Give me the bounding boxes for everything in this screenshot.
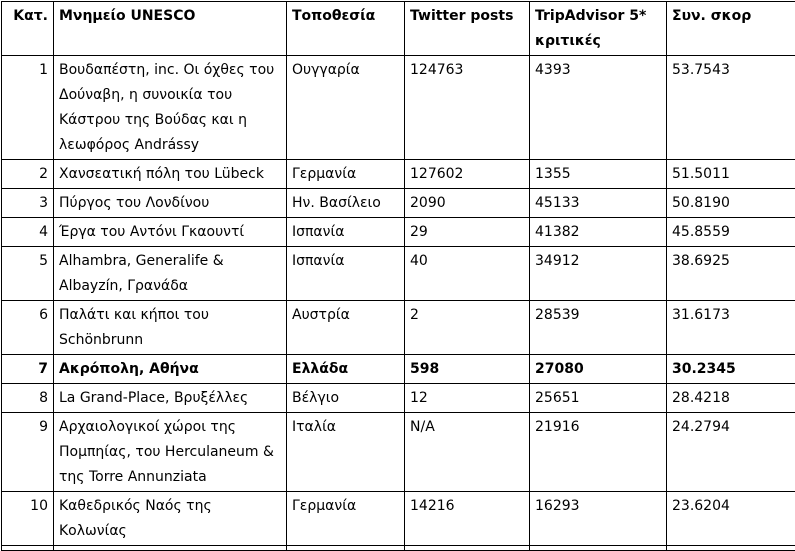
tripadvisor-cell: 27080 [530,355,667,384]
location-cell: Ιταλία [287,413,405,492]
monument-cell: La Grand-Place, Βρυξέλλες [54,384,287,413]
monument-cell: Χανσεατική πόλη του Lübeck [54,160,287,189]
header-row [2,2,795,56]
tripadvisor-cell: 45133 [530,189,667,218]
location-cell: Ισπανία [287,247,405,301]
tripadvisor-cell: 28539 [530,301,667,355]
rank-cell: 9 [2,413,54,492]
header-location: Τοποθεσία [287,2,405,56]
location-cell: Γερμανία [287,160,405,189]
tripadvisor-cell: 16293 [530,492,667,546]
twitter-cell: 2090 [405,189,530,218]
score-cell: 24.2794 [667,413,795,492]
tripadvisor-cell: 4393 [530,56,667,160]
twitter-cell: 40 [405,247,530,301]
location-cell: Ελλάδα [287,355,405,384]
rank-cell: 3 [2,189,54,218]
rank-cell: 7 [2,355,54,384]
rank-cell: 2 [2,160,54,189]
table-row [2,56,795,160]
monument-cell: Βουδαπέστη, inc. Οι όχθες του Δούναβη, η συνοικία του Κάστρου της Βούδας και η λεωφόρος Andrássy [54,56,287,160]
score-cell: 45.8559 [667,218,795,247]
monument-cell: Ακρόπολη, Αθήνα [54,355,287,384]
score-cell: 51.5011 [667,160,795,189]
table-row [2,384,795,413]
score-cell: 31.6173 [667,301,795,355]
score-cell: 38.6925 [667,247,795,301]
empty-cell [405,546,530,551]
rank-cell: 6 [2,301,54,355]
tripadvisor-cell: 34912 [530,247,667,301]
rank-cell: 8 [2,384,54,413]
twitter-cell: N/A [405,413,530,492]
empty-cell [287,546,405,551]
header-twitter: Twitter posts [405,2,530,56]
empty-cell [667,546,795,551]
monument-cell: Παλάτι και κήποι του Schönbrunn [54,301,287,355]
score-cell: 50.8190 [667,189,795,218]
monument-cell: Πύργος του Λονδίνου [54,189,287,218]
location-cell: Αυστρία [287,301,405,355]
score-cell: 23.6204 [667,492,795,546]
monument-cell: Αρχαιολογικοί χώροι της Πομπηίας, του Herculaneum & της Torre Annunziata [54,413,287,492]
twitter-cell: 598 [405,355,530,384]
table-row [2,189,795,218]
twitter-cell: 12 [405,384,530,413]
location-cell: Γερμανία [287,492,405,546]
score-cell: 30.2345 [667,355,795,384]
score-cell: 28.4218 [667,384,795,413]
twitter-cell: 2 [405,301,530,355]
twitter-cell: 29 [405,218,530,247]
empty-cell [54,546,287,551]
table-row-cut-off [2,546,795,551]
location-cell: Ην. Βασίλειο [287,189,405,218]
table-row [2,492,795,546]
empty-cell [2,546,54,551]
table-row [2,247,795,301]
tripadvisor-cell: 25651 [530,384,667,413]
rank-cell: 4 [2,218,54,247]
twitter-cell: 124763 [405,56,530,160]
ranking-table [1,1,795,551]
header-monument: Μνημείο UNESCO [54,2,287,56]
rank-cell: 10 [2,492,54,546]
tripadvisor-cell: 1355 [530,160,667,189]
monument-cell: Alhambra, Generalife & Albayzín, Γρανάδα [54,247,287,301]
monument-cell: Έργα του Αντόνι Γκαουντί [54,218,287,247]
location-cell: Ουγγαρία [287,56,405,160]
score-cell: 53.7543 [667,56,795,160]
location-cell: Ισπανία [287,218,405,247]
rank-cell: 1 [2,56,54,160]
empty-cell [530,546,667,551]
header-score: Συν. σκορ [667,2,795,56]
table-row [2,218,795,247]
twitter-cell: 14216 [405,492,530,546]
table-row [2,413,795,492]
location-cell: Βέλγιο [287,384,405,413]
monument-cell: Καθεδρικός Ναός της Κολωνίας [54,492,287,546]
table-row [2,160,795,189]
tripadvisor-cell: 21916 [530,413,667,492]
twitter-cell: 127602 [405,160,530,189]
table-row-highlighted [2,355,795,384]
rank-cell: 5 [2,247,54,301]
tripadvisor-cell: 41382 [530,218,667,247]
header-tripadvisor: TripAdvisor 5* κριτικές [530,2,667,56]
table-row [2,301,795,355]
header-rank: Κατ. [2,2,54,56]
